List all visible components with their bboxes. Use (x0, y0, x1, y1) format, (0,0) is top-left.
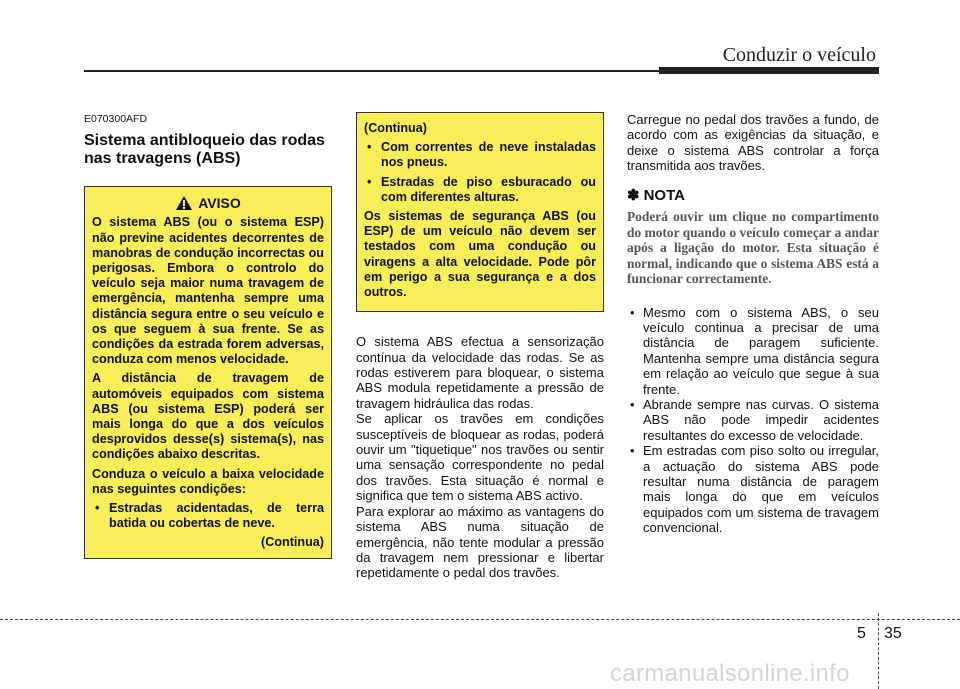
note-heading (627, 188, 879, 203)
list-item: • Em estradas com piso solto ou irregular, a actuação do sistema ABS pode resultar numa distância de paragem mais longa do que em veículos equipados com um sistema de travagem convencional. (627, 443, 879, 535)
section-title: Sistema antibloqueio das rodas nas travagens (ABS) (84, 132, 325, 168)
header-title: Conduzir o veículo (722, 44, 876, 66)
body-paragraph: O sistema ABS efectua a sensorização contínua da velocidade das rodas. Se as rodas estiverem para bloquear, o sistema ABS modula repetidamente a pressão de travagem hidráulica das rodas. (356, 334, 604, 411)
warning-heading (92, 195, 324, 211)
body-paragraph: Se aplicar os travões em condições susceptíveis de bloquear as rodas, poderá ouvir um "tiquetique" nos travões ou sentir uma sensação correspondente no pedal dos travões. Esta situação é normal e significa que tem o sistema ABS activo. (356, 411, 604, 504)
continued-label: (Continua) (364, 121, 427, 135)
column-middle (356, 112, 604, 581)
warning-bullet: • Estradas acidentadas, de terra batida ou cobertas de neve. (92, 501, 324, 531)
warning-box (84, 186, 332, 558)
warning-paragraph: Conduza o veículo a baixa velocidade nas seguintes condições: (92, 466, 324, 496)
footer-divider (878, 613, 879, 689)
watermark: carmanualsonline.info (610, 660, 850, 687)
page-number: 35 (884, 625, 902, 642)
warning-box-continued (356, 112, 604, 312)
note-asterisk-icon: ✽ (627, 186, 640, 204)
warning-paragraph: O sistema ABS (ou o sistema ESP) não previne acidentes decorrentes de manobras de condução incorrectas ou perigosas. Embora o controlo do veículo seja maior numa travagem de emergência, mantenha sempre uma distância segura entre o seu veículo e os que seguem à sua frente. Se as condições da estrada forem adversas, conduza com menos velocidade. (92, 215, 324, 367)
list-item: • Mesmo com o sistema ABS, o seu veículo continua a precisar de uma distância de paragem suficiente. Mantenha sempre uma distância segura em relação ao veículo que segue à sua frente. (627, 305, 879, 397)
warning-paragraph: Os sistemas de segurança ABS (ou ESP) de um veículo não devem ser testados com uma condução ou viragens a alta velocidade. Pode pôr em perigo a sua segurança e a dos outros. (364, 209, 596, 300)
warning-paragraph: A distância de travagem de automóveis equipados com sistema ABS (ou sistema ESP) poderá ser mais longa do que a dos veículos desprovidos desse(s) sistema(s), nas condições abaixo descritas. (92, 371, 324, 462)
column-right (627, 112, 879, 536)
list-item: • Abrande sempre nas curvas. O sistema ABS não pode impedir acidentes resultantes do excesso de velocidade. (627, 397, 879, 443)
note-text: Poderá ouvir um clique no compartimento do motor quando o veículo começar a andar após a ligação do motor. Esta situação é normal, indicando que o sistema ABS está a funcionar correctamente. (627, 209, 879, 287)
warning-label: AVISO (198, 194, 241, 211)
section-code: E070300AFD (84, 113, 148, 125)
warning-bullet: • Com correntes de neve instaladas nos pneus. (364, 140, 596, 170)
continued-label: (Continua) (261, 535, 324, 550)
column-left (84, 112, 332, 559)
header-rule-accent (659, 67, 879, 74)
body-paragraph: Para explorar ao máximo as vantagens do sistema ABS numa situação de emergência, não tente modular a pressão da travagem nem pressionar e libertar repetidamente o pedal dos travões. (356, 503, 604, 581)
note-label: NOTA (643, 186, 685, 204)
chapter-number: 5 (857, 625, 866, 642)
warning-triangle-icon (175, 195, 193, 211)
warning-bullet: • Estradas de piso esburacado ou com diferentes alturas. (364, 175, 596, 205)
footer-rule (0, 619, 960, 620)
body-paragraph: Carregue no pedal dos travões a fundo, de acordo com as exigências da situação, e deixe o sistema ABS controlar a força transmitida aos travões. (627, 112, 879, 174)
